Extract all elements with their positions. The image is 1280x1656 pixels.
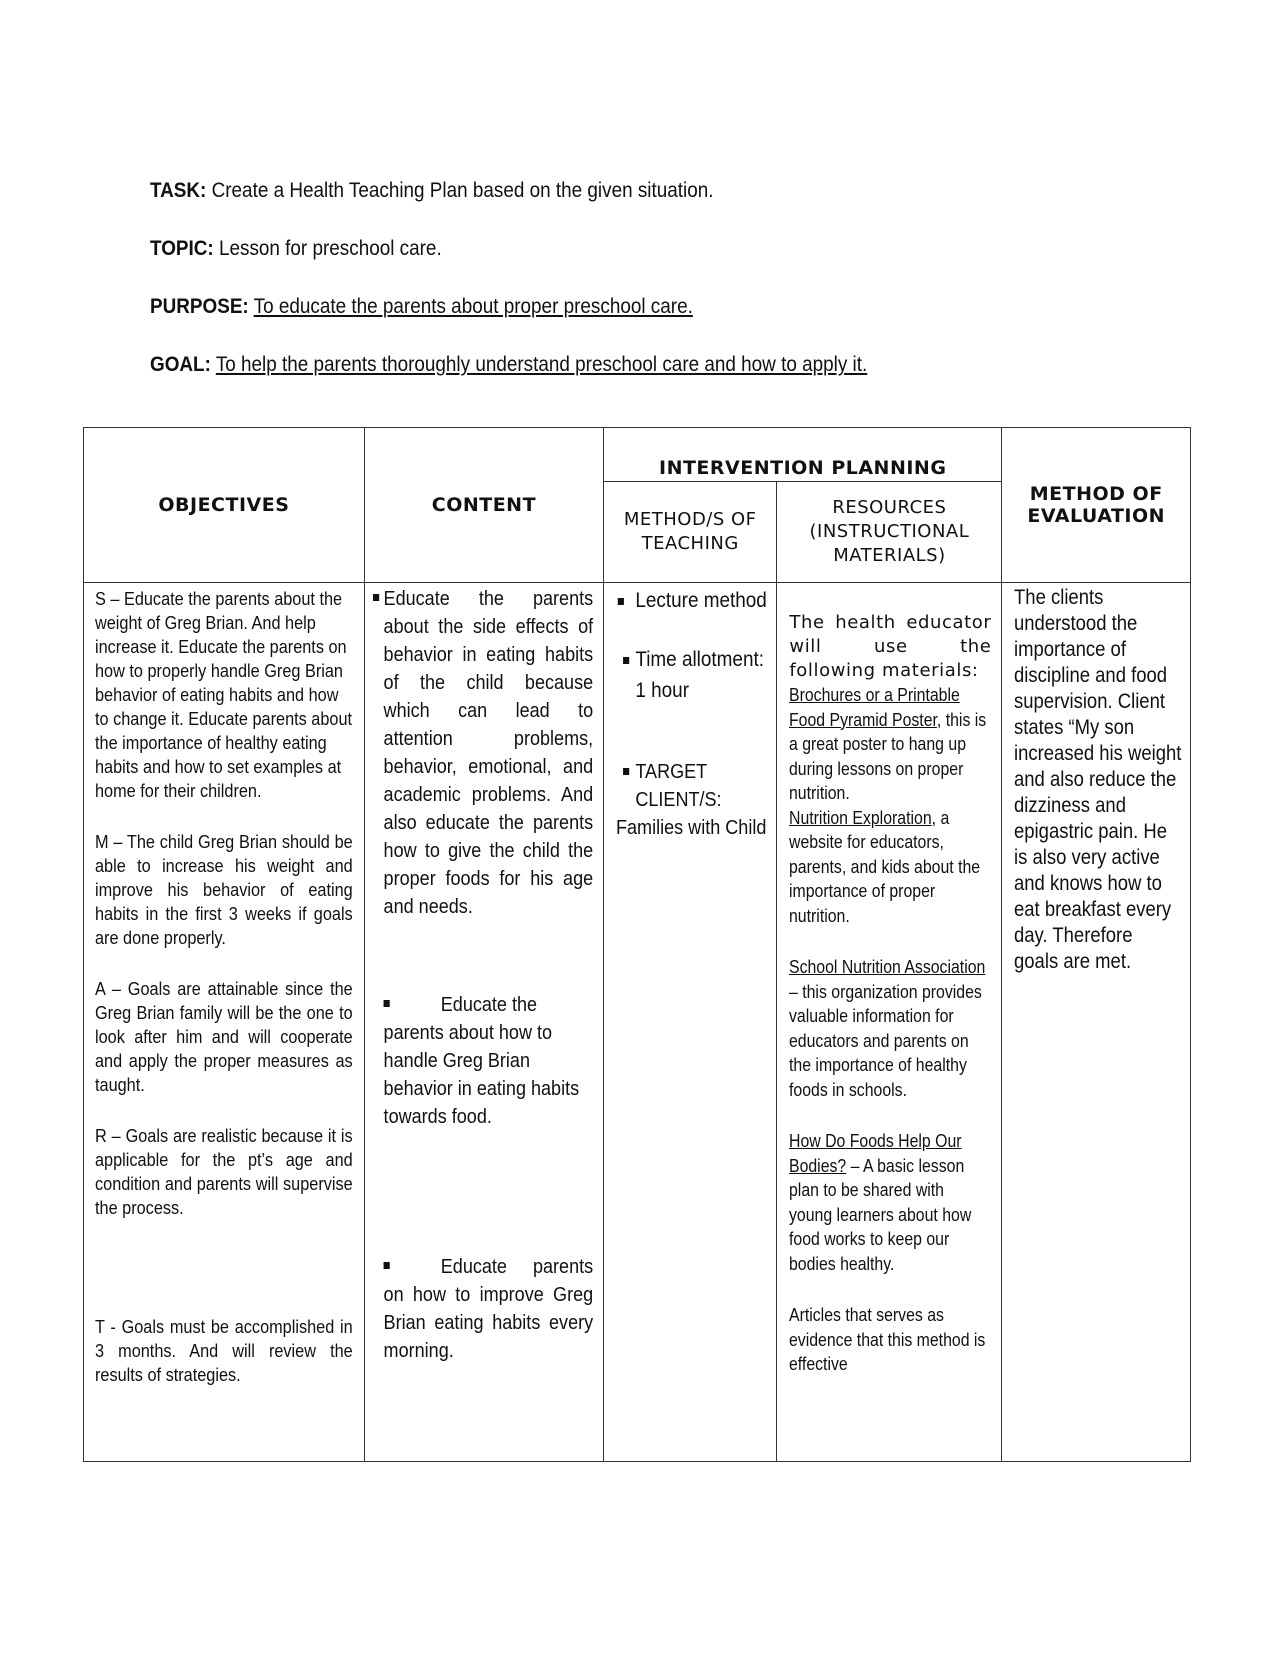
bullet-icon (623, 657, 629, 664)
objective-attainable: A – Goals are attainable since the Greg Brian family will be the one to look after him and will cooperate and apply the proper measures as taught. (95, 978, 353, 1095)
resource-item (789, 683, 991, 806)
method-target-detail: Families with Child (616, 816, 767, 839)
purpose-line (150, 294, 867, 320)
objectives-cell (84, 583, 365, 1462)
document-header (150, 178, 947, 410)
topic-text: Lesson for preschool care. (218, 237, 442, 260)
objective-specific: S – Educate the parents about the weight of Greg Brian. And help increase it. Educate the parents on how to properly handle Greg Brian behavior of eating habits and how to change it. Educate parents about the importance of healthy eating habits and how to set examples at home for their children. (95, 588, 353, 801)
methods-cell (604, 583, 777, 1462)
bullet-icon (623, 768, 629, 775)
header-evaluation: METHOD OF EVALUATION (1002, 428, 1191, 583)
content-item-text: Educate the parents about the side effects of behavior in eating habits of the child because which can lead to attention problems, behavior, emotional, and academic problems. And also educate the parents how to give the child the proper foods for his age and needs. (383, 587, 593, 918)
bullet-icon (373, 594, 379, 601)
content-item (373, 1253, 593, 1365)
resource-link-food-pyramid[interactable]: Brochures or a Printable Food Pyramid Poster (789, 685, 961, 730)
bullet-icon (383, 1262, 389, 1269)
bullet-icon (618, 598, 624, 605)
resource-link-nutrition-exploration[interactable]: Nutrition Exploration (789, 807, 933, 828)
method-item (616, 758, 768, 814)
goal-label: GOAL: (150, 353, 211, 376)
header-resources: RESOURCES (INSTRUCTIONAL MATERIALS) (777, 482, 1002, 583)
resource-description: – A basic lesson plan to be shared with young learners about how food works to keep our bodies healthy. (789, 1155, 972, 1274)
resources-intro: The health educator will use the following materials: (789, 612, 992, 681)
bullet-icon (383, 1000, 389, 1007)
method-item (616, 644, 768, 706)
resource-link-school-nutrition[interactable]: School Nutrition Association (789, 957, 986, 977)
task-text: Create a Health Teaching Plan based on the given situation. (211, 179, 714, 202)
header-methods: METHOD/S OF TEACHING (604, 482, 777, 583)
topic-label: TOPIC: (150, 237, 214, 260)
goal-line (150, 352, 867, 378)
task-label: TASK: (150, 179, 207, 202)
resource-description: , this is a great poster to hang up during lessons on proper nutrition. (789, 709, 987, 803)
header-intervention-planning: INTERVENTION PLANNING (604, 428, 1002, 482)
resources-cell (777, 583, 1002, 1462)
task-line (150, 178, 867, 204)
header-content: CONTENT (364, 428, 603, 583)
content-item-text: Educate the parents about how to handle Greg Brian behavior in eating habits towards food. (383, 993, 579, 1128)
objective-time-bound: T - Goals must be accomplished in 3 months. And will review the results of strategies. (95, 1316, 353, 1385)
resource-description: – this organization provides valuable information for educators and parents on the importance of healthy foods in schools. (789, 981, 983, 1100)
goal-text: To help the parents thoroughly understand preschool care and how to apply it. (215, 353, 868, 376)
resource-item (789, 955, 991, 1102)
content-cell (364, 583, 603, 1462)
content-item (373, 991, 593, 1131)
method-item (616, 585, 768, 616)
objective-realistic: R – Goals are realistic because it is applicable for the pt’s age and condition and parents will supervise the process. (95, 1125, 353, 1218)
evaluation-text: The clients understood the importance of discipline and food supervision. Client states “My son increased his weight and also reduce the dizziness and epigastric pain. He is also very active and knows how to eat breakfast every day. Therefore goals are met. (1014, 586, 1182, 973)
content-item-text: Educate parents on how to improve Greg Brian eating habits every morning. (383, 1255, 593, 1362)
topic-line (150, 236, 867, 262)
resource-item: Articles that serves as evidence that this method is effective (789, 1305, 986, 1374)
resource-item (789, 806, 991, 929)
purpose-label: PURPOSE: (150, 295, 249, 318)
method-item-text: TARGET CLIENT/S: (635, 760, 722, 811)
content-item (373, 585, 593, 921)
objective-measurable: M – The child Greg Brian should be able to increase his weight and improve his behavior of eating habits in the first 3 weeks if goals are done properly. (95, 831, 353, 948)
method-item-text: Time allotment: 1 hour (635, 647, 765, 702)
evaluation-cell (1002, 583, 1191, 1462)
resource-item (789, 1129, 991, 1276)
method-item-text: Lecture method (635, 588, 767, 612)
purpose-text: To educate the parents about proper preschool care. (253, 295, 693, 318)
resource-description: , a website for educators, parents, and kids about the importance of proper nutrition. (789, 807, 981, 926)
teaching-plan-table (83, 427, 1191, 1462)
resource-link-foods-help-bodies[interactable]: How Do Foods Help Our Bodies? (789, 1131, 962, 1176)
header-objectives: OBJECTIVES (84, 428, 365, 583)
